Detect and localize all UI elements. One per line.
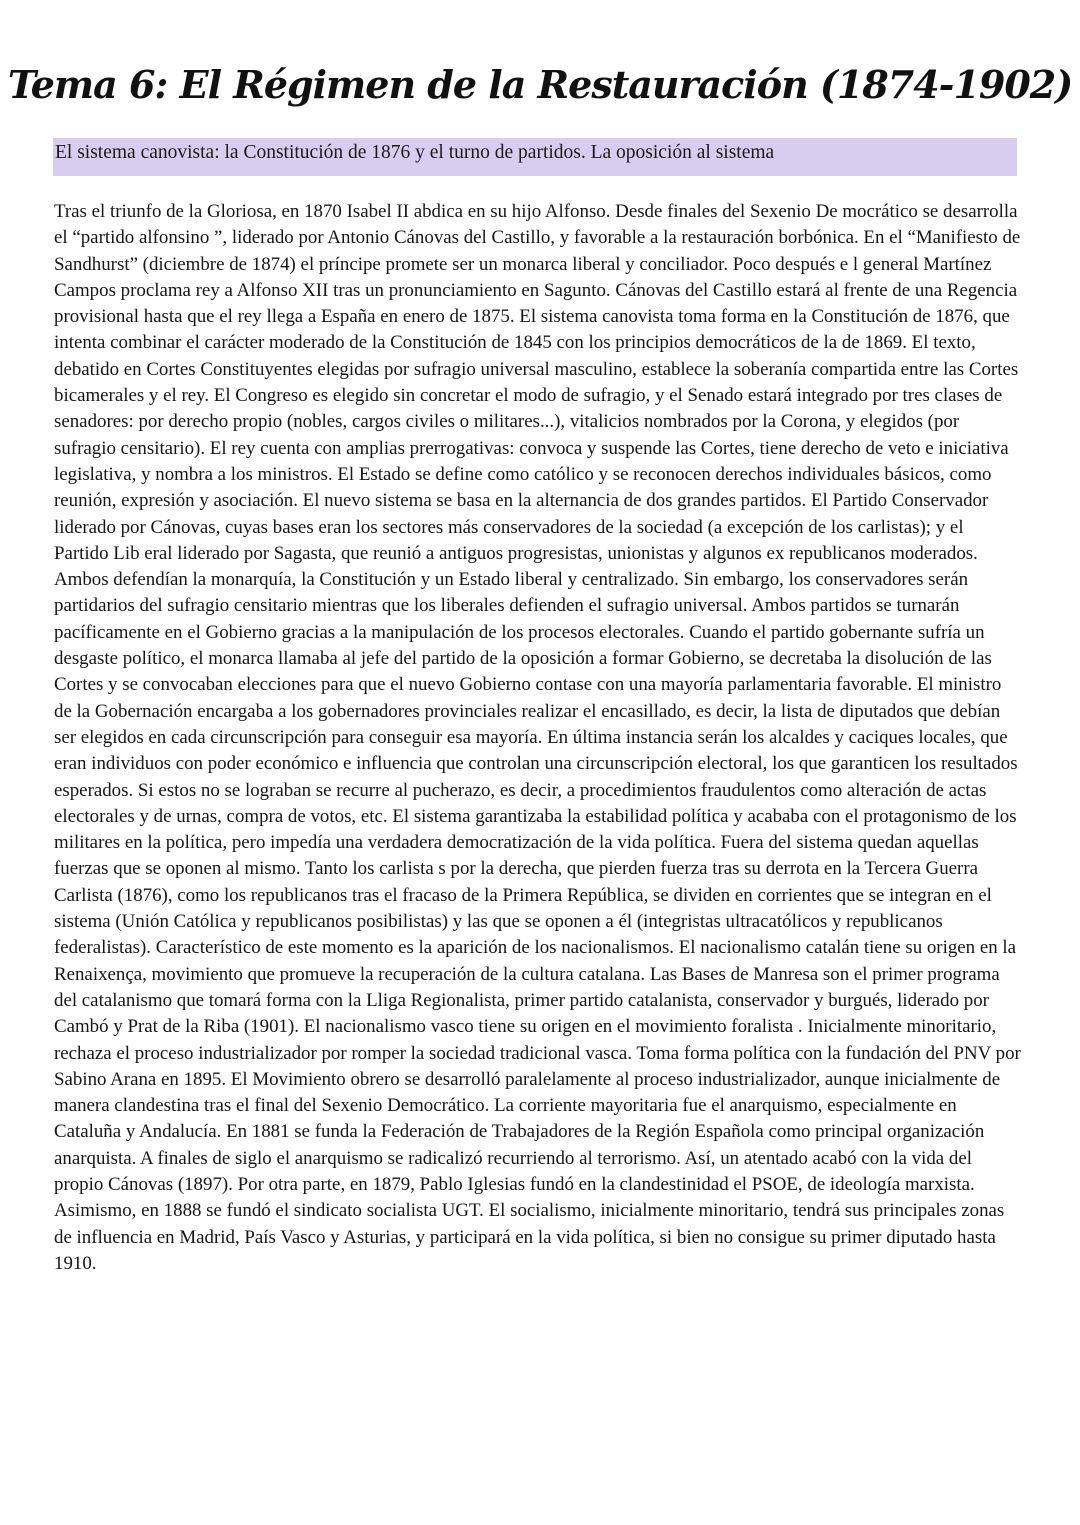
section-heading-bar	[53, 138, 1017, 176]
section-heading: El sistema canovista: la Constitución de 1876 y el turno de partidos. La oposición al sistema	[55, 142, 775, 163]
page-title: Tema 6: El Régimen de la Restauración (1874-1902)	[7, 62, 1073, 107]
body-paragraph: Tras el triunfo de la Gloriosa, en 1870 Isabel II abdica en su hijo Alfonso. Desde finales del Sexenio De mocrático se desarrolla el “partido alfonsino ”, liderado por Antonio Cánovas del Castillo, y favorable a la restauración borbónica. En el “Manifiesto de Sandhurst” (diciembre de 1874) el príncipe promete ser un monarca liberal y conciliador. Poco después e l general Martínez Campos proclama rey a Alfonso XII tras un pronunciamiento en Sagunto. Cánovas del Castillo estará al frente de una Regencia provisional hasta que el rey llega a España en enero de 1875. El sistema canovista toma forma en la Constitución de 1876, que intenta combinar el carácter moderado de la Constitución de 1845 con los principios democráticos de la de 1869. El texto, debatido en Cortes Constituyentes elegidas por sufragio universal masculino, establece la soberanía compartida entre las Cortes bicamerales y el rey. El Congreso es elegido sin concretar el modo de sufragio, y el Senado estará integrado por tres clases de senadores: por derecho propio (nobles, cargos civiles o militares...), vitalicios nombrados por la Corona, y elegidos (por sufragio censitario). El rey cuenta con amplias prerrogativas: convoca y suspende las Cortes, tiene derecho de veto e iniciativa legislativa, y nombra a los ministros. El Estado se define como católico y se reconocen derechos individuales básicos, como reunión, expresión y asociación. El nuevo sistema se basa en la alternancia de dos grandes partidos. El Partido Conservador liderado por Cánovas, cuyas bases eran los sectores más conservadores de la sociedad (a excepción de los carlistas); y el Partido Lib eral liderado por Sagasta, que reunió a antiguos progresistas, unionistas y algunos ex republicanos moderados. Ambos defendían la monarquía, la Constitución y un Estado liberal y centralizado. Sin embargo, los conservadores serán partidarios del sufragio censitario mientras que los liberales defienden el sufragio universal. Ambos partidos se turnarán pacíficamente en el Gobierno gracias a la manipulación de los procesos electorales. Cuando el partido gobernante sufría un desgaste político, el monarca llamaba al jefe del partido de la oposición a formar Gobierno, se decretaba la disolución de las Cortes y se convocaban elecciones para que el nuevo Gobierno contase con una mayoría parlamentaria favorable. El ministro de la Gobernación encargaba a los gobernadores provinciales realizar el encasillado, es decir, la lista de diputados que debían ser elegidos en cada circunscripción para conseguir esa mayoría. En última instancia serán los alcaldes y caciques locales, que eran individuos con poder económico e influencia que controlan una circunscripción electoral, los que garanticen los resultados esperados. Si estos no se lograban se recurre al pucherazo, es decir, a procedimientos fraudulentos como alteración de actas electorales y de urnas, compra de votos, etc. El sistema garantizaba la estabilidad política y acababa con el protagonismo de los militares en la política, pero impedía una verdadera democratización de la vida política. Fuera del sistema quedan aquellas fuerzas que se oponen al mismo. Tanto los carlista s por la derecha, que pierden fuerza tras su derrota en la Tercera Guerra Carlista (1876), como los republicanos tras el fracaso de la Primera República, se dividen en corrientes que se integran en el sistema (Unión Católica y republicanos posibilistas) y las que se oponen a él (integristas ultracatólicos y republicanos federalistas). Característico de este momento es la aparición de los nacionalismos. El nacionalismo catalán tiene su origen en la Renaixença, movimiento que promueve la recuperación de la cultura catalana. Las Bases de Manresa son el primer programa del catalanismo que tomará forma con la Lliga Regionalista, primer partido catalanista, conservador y burgués, liderado por Cambó y Prat de la Riba (1901). El nacionalismo vasco tiene su origen en el movimiento foralista . Inicialmente minoritario, rechaza el proceso industrializador por romper la sociedad tradicional vasca. Toma forma política con la fundación del PNV por Sabino Arana en 1895. El Movimiento obrero se desarrolló paralelamente al proceso industrializador, aunque inicialmente de manera clandestina tras el final del Sexenio Democrático. La corriente mayoritaria fue el anarquismo, especialmente en Cataluña y Andalucía. En 1881 se funda la Federación de Trabajadores de la Región Española como principal organización anarquista. A finales de siglo el anarquismo se radicalizó recurriendo al terrorismo. Así, un atentado acabó con la vida del propio Cánovas (1897). Por otra parte, en 1879, Pablo Iglesias fundó en la clandestinidad el PSOE, de ideología marxista. Asimismo, en 1888 se fundó el sindicato socialista UGT. El socialismo, inicialmente minoritario, tendrá sus principales zonas de influencia en Madrid, País Vasco y Asturias, y participará en la vida política, si bien no consigue su primer diputado hasta 1910.	[54, 201, 1021, 1274]
